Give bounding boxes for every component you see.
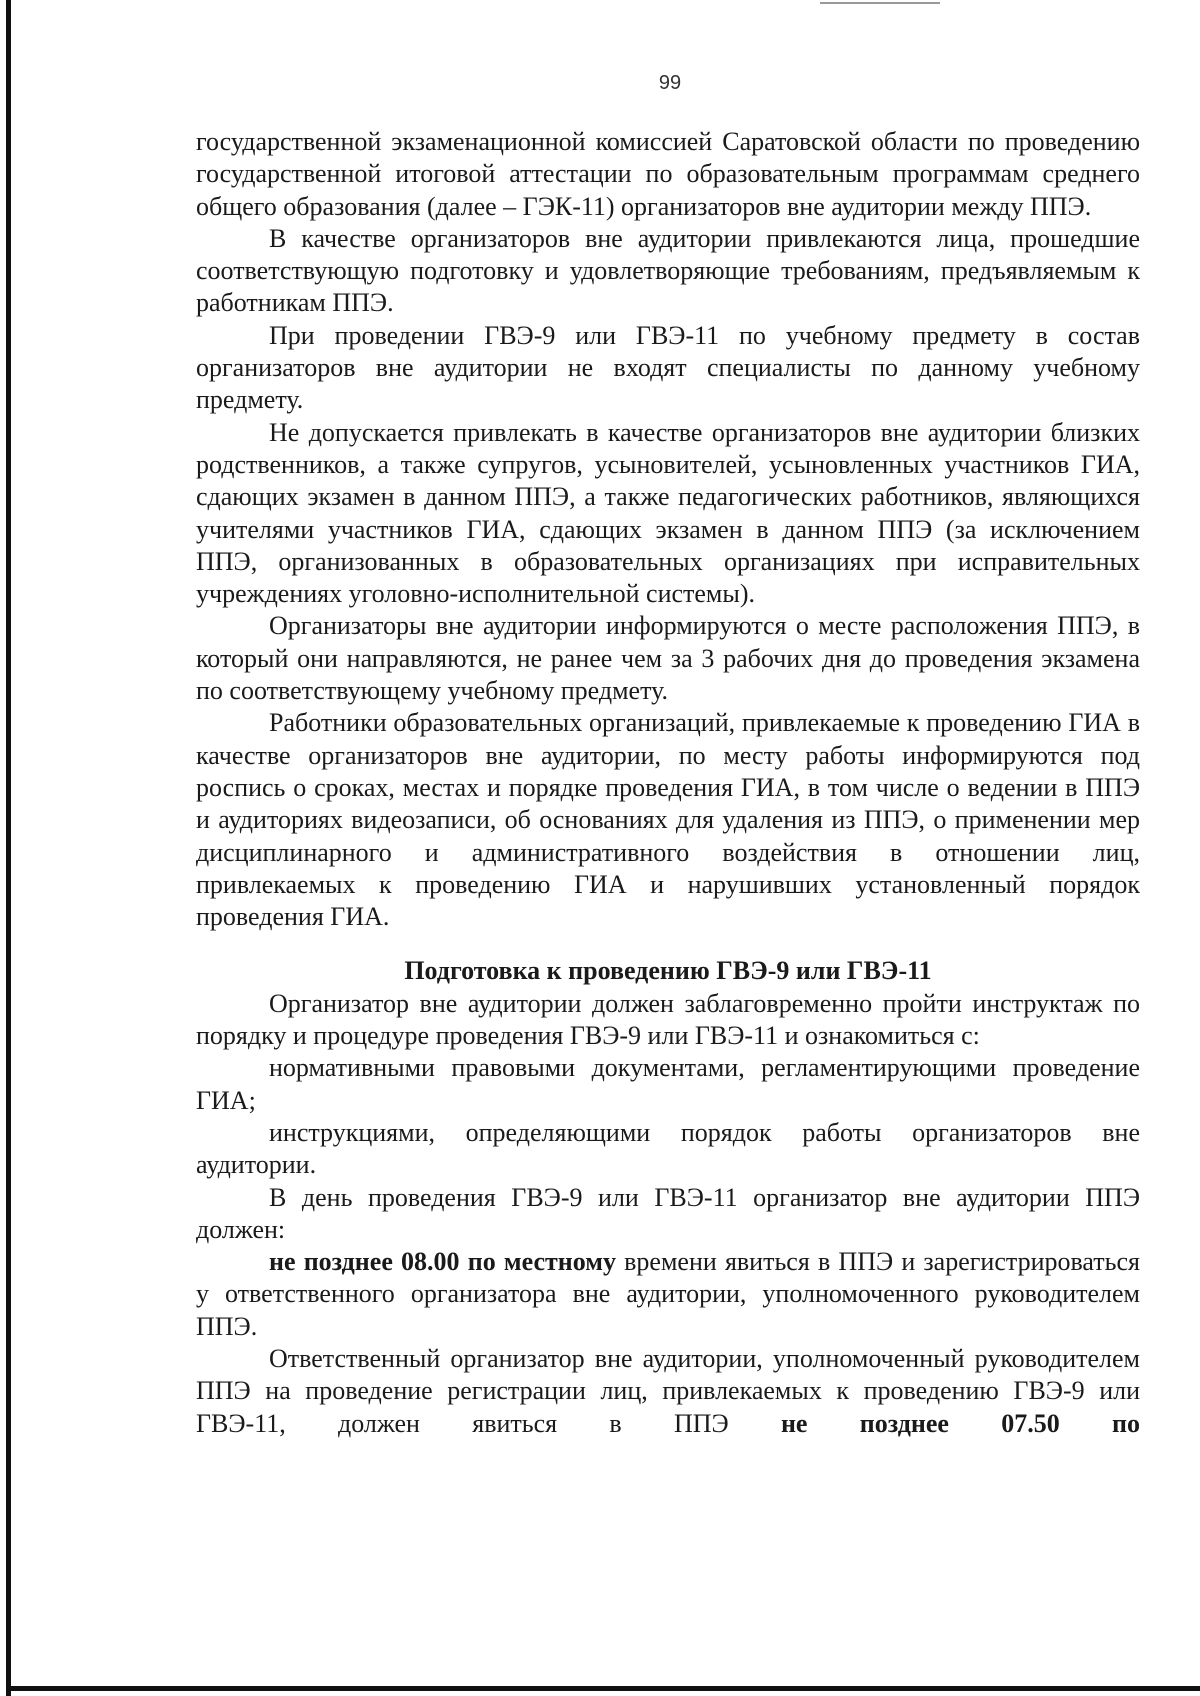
page-number: 99 <box>658 72 682 94</box>
last-paragraph-text: Ответственный организатор вне аудитории, уполномоченный руководителем ППЭ на проведение регистрации лиц, привлекаемых к проведению ГВЭ-9 или ГВЭ-11, должен явиться в ППЭ <box>196 1343 1140 1438</box>
arrival-paragraph <box>196 1246 1140 1343</box>
paragraph: В день проведения ГВЭ-9 или ГВЭ-11 организатор вне аудитории ППЭ должен: <box>196 1182 1140 1244</box>
scan-artifact-top <box>820 2 940 4</box>
last-paragraph <box>196 1343 1140 1440</box>
list-item: инструкциями, определяющими порядок работы организаторов вне аудитории. <box>196 1117 1140 1180</box>
bold-deadline: не позднее 08.00 по местному <box>269 1247 616 1277</box>
bold-deadline: не позднее 07.50 по <box>780 1408 1140 1438</box>
paragraph: Не допускается привлекать в качестве организаторов вне аудитории близких родственников, а также супругов, усыновителей, усыновленных участников ГИА, сдающих экзамен в данном ППЭ, а также педагогических работников, являющихся учителями участников ГИА, сдающих экзамен в данном ППЭ (за исключением ППЭ, организованных в образовательных организациях при исправительных учреждениях уголовно-исполнительной системы). <box>196 417 1140 609</box>
arrival-paragraph-text: времени явиться в ППЭ и зарегистрироваться у ответственного организатора вне аудитории, уполномоченного руководителем ППЭ. <box>196 1247 1140 1341</box>
document-body <box>196 126 1140 1440</box>
paragraph: При проведении ГВЭ-9 или ГВЭ-11 по учебному предмету в состав организаторов вне аудитории не входят специалисты по данному учебному предмету. <box>196 320 1140 415</box>
section-heading: Подготовка к проведению ГВЭ-9 или ГВЭ-11 <box>404 956 932 986</box>
paragraph: В качестве организаторов вне аудитории привлекаются лица, прошедшие соответствующую подготовку и удовлетворяющие требованиям, предъявляемым к работникам ППЭ. <box>196 223 1140 318</box>
paragraph: Организаторы вне аудитории информируются о месте расположения ППЭ, в который они направляются, не ранее чем за 3 рабочих дня до проведения экзамена по соответствующему учебному предмету. <box>196 611 1140 706</box>
scan-border-bottom <box>6 1686 1200 1691</box>
paragraph: Работники образовательных организаций, привлекаемые к проведению ГИА в качестве организаторов вне аудитории, по месту работы информируются под роспись о сроках, местах и порядке проведения ГИА, в том числе о ведении в ППЭ и аудиториях видеозаписи, об основаниях для удаления из ППЭ, о применении мер дисциплинарного и административного воздействия в отношении лиц, привлекаемых к проведению ГИА и нарушивших установленный порядок проведения ГИА. <box>196 708 1140 932</box>
list-item: нормативными правовыми документами, регламентирующими проведение ГИА; <box>196 1053 1140 1115</box>
scan-border-left <box>6 0 11 1696</box>
paragraph-continuation: государственной экзаменационной комиссией Саратовской области по проведению государственной итоговой аттестации по образовательным программам среднего общего образования (далее – ГЭК-11) организаторов вне аудитории между ППЭ. <box>196 127 1140 221</box>
paragraph: Организатор вне аудитории должен заблаговременно пройти инструктаж по порядку и процедуре проведения ГВЭ-9 или ГВЭ-11 и ознакомиться с: <box>196 988 1140 1051</box>
